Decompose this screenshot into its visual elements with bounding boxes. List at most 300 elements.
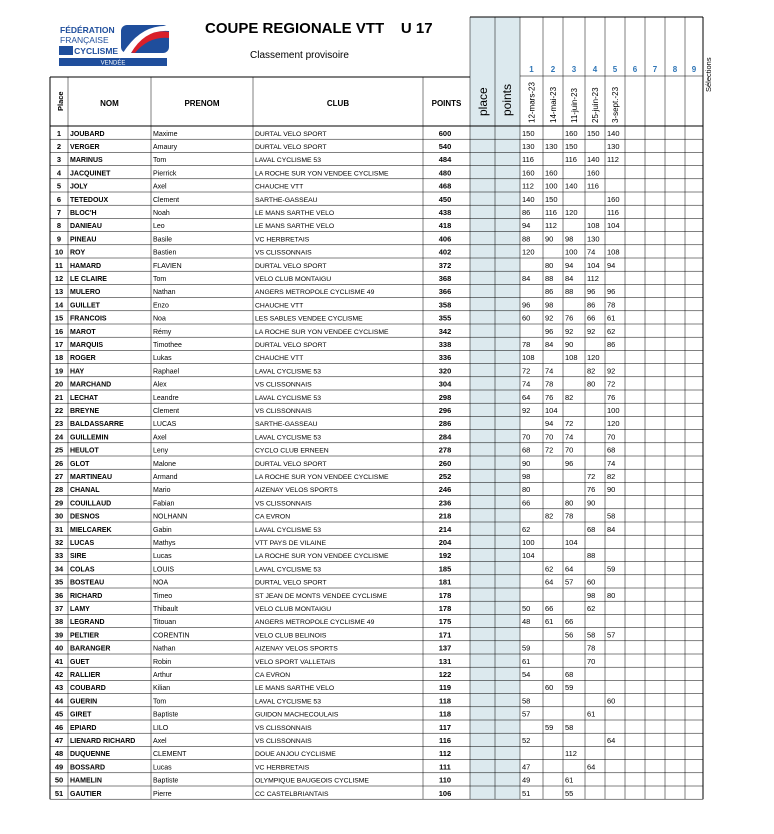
race-points-cell: 104 [607, 221, 620, 231]
points-cell: 116 [438, 736, 452, 745]
race-points-cell: 80 [607, 590, 616, 600]
prenom-cell: NOLHANN [153, 513, 188, 521]
points-cell: 336 [438, 353, 452, 363]
nom-cell: RALLIER [70, 672, 101, 679]
race-points-cell: 66 [565, 617, 574, 627]
prenom-cell: Nathan [153, 289, 176, 297]
race-points-cell: 90 [522, 458, 531, 468]
prenom-cell: Mario [153, 487, 171, 495]
page-title: COUPE REGIONALE VTT U 17 [205, 20, 433, 37]
race-points-cell: 108 [587, 221, 600, 231]
race-points-cell: 72 [545, 445, 554, 455]
club-cell: VS CLISSONNAIS [255, 381, 312, 389]
prenom-cell: Lukas [153, 355, 172, 363]
race-points-cell: 68 [522, 445, 531, 455]
points-cell: 484 [438, 155, 452, 165]
logo-line2: FRANÇAISE [60, 35, 109, 45]
race-number: 6 [632, 65, 638, 74]
nom-cell: GUILLET [70, 302, 100, 310]
race-points-cell: 78 [545, 379, 554, 389]
race-points-cell: 82 [587, 366, 596, 376]
race-points-cell: 96 [587, 287, 596, 297]
race-points-cell: 78 [565, 511, 574, 521]
rank-cell: 25 [54, 445, 64, 455]
points-cell: 480 [438, 168, 452, 178]
prenom-cell: Lucas [153, 553, 172, 561]
race-points-cell: 86 [607, 340, 616, 349]
club-cell: VELO CLUB BELINOIS [255, 632, 327, 640]
race-points-cell: 62 [587, 604, 596, 613]
points-cell: 214 [438, 524, 452, 534]
points-cell: 286 [438, 419, 452, 429]
race-points-cell: 74 [607, 458, 616, 468]
race-points-cell: 112 [565, 749, 577, 759]
points-cell: 450 [438, 194, 452, 204]
race-points-cell: 140 [607, 128, 620, 138]
club-cell: VELO SPORT VALLETAIS [255, 658, 336, 666]
points-cell: 358 [438, 300, 452, 310]
logo-line1: FÉDÉRATION [60, 25, 115, 35]
club-cell: DURTAL VELO SPORT [255, 342, 327, 349]
race-points-cell: 120 [565, 208, 578, 217]
race-points-cell: 90 [545, 234, 554, 244]
prenom-cell: CLEMENT [153, 751, 187, 759]
points-cell: 338 [438, 340, 452, 349]
race-points-cell: 58 [522, 696, 531, 706]
race-points-cell: 130 [607, 142, 620, 151]
race-points-cell: 84 [545, 340, 554, 349]
race-points-cell: 78 [522, 340, 531, 349]
race-points-cell: 140 [565, 181, 578, 191]
club-cell: VC HERBRETAIS [255, 236, 310, 244]
race-points-cell: 60 [607, 696, 616, 706]
club-cell: CHAUCHE VTT [255, 183, 304, 191]
rank-cell: 22 [54, 406, 64, 415]
points-cell: 185 [438, 564, 452, 574]
rank-cell: 5 [56, 181, 62, 191]
nom-cell: EPIARD [70, 724, 97, 732]
rank-cell: 17 [54, 340, 64, 349]
club-cell: DURTAL VELO SPORT [255, 460, 327, 468]
rank-cell: 13 [54, 287, 64, 297]
column-header-selections: Sélections [704, 57, 713, 92]
nom-cell: HAMELIN [70, 777, 102, 785]
race-points-cell: 104 [545, 406, 558, 415]
nom-cell: BOSTEAU [70, 579, 105, 587]
race-points-cell: 82 [565, 392, 574, 402]
logo-line3: DE CYCLISME [60, 46, 119, 56]
club-cell: VS CLISSONNAIS [255, 500, 312, 508]
nom-cell: GUET [70, 658, 90, 666]
race-points-cell: 92 [522, 406, 531, 415]
prenom-cell: Leny [153, 447, 169, 455]
race-points-cell: 94 [565, 260, 574, 270]
rank-cell: 27 [54, 472, 64, 481]
prenom-cell: Titouan [153, 619, 177, 627]
rank-cell: 12 [54, 274, 64, 283]
race-points-cell: 76 [587, 485, 596, 495]
race-number: 7 [652, 65, 658, 74]
race-number: 8 [672, 65, 678, 74]
race-points-cell: 90 [565, 340, 574, 349]
rank-cell: 4 [56, 168, 62, 178]
points-cell: 218 [438, 511, 452, 521]
club-cell: LA ROCHE SUR YON VENDEE CYCLISME [255, 553, 389, 561]
column-header-club: CLUB [326, 99, 350, 108]
race-points-cell: 92 [565, 326, 574, 336]
nom-cell: JACQUINET [70, 170, 111, 178]
nom-cell: LAMY [70, 606, 90, 613]
nom-cell: JOUBARD [70, 130, 105, 138]
race-points-cell: 88 [565, 287, 574, 297]
rank-cell: 46 [54, 722, 64, 732]
race-points-cell: 116 [587, 181, 599, 191]
nom-cell: FRANCOIS [70, 315, 107, 323]
rank-cell: 50 [54, 775, 64, 785]
rank-cell: 6 [56, 194, 62, 204]
race-points-cell: 70 [587, 656, 596, 666]
nom-cell: GLOT [70, 460, 90, 468]
prenom-cell: Tom [153, 698, 167, 706]
club-cell: LE MANS SARTHE VELO [255, 685, 335, 693]
race-points-cell: 112 [545, 221, 557, 231]
race-points-cell: 76 [545, 392, 554, 402]
prenom-cell: LOUIS [153, 566, 175, 574]
race-points-cell: 60 [545, 683, 554, 693]
rank-cell: 16 [54, 326, 64, 336]
nom-cell: JOLY [70, 183, 88, 191]
race-points-cell: 90 [607, 485, 616, 495]
nom-cell: BREYNE [70, 408, 100, 415]
nom-cell: GAUTIER [70, 790, 102, 798]
club-cell: CYCLO CLUB ERNEEN [255, 447, 329, 455]
prenom-cell: Noah [153, 210, 170, 217]
race-date: 12-mars-23 [527, 82, 537, 123]
prenom-cell: Malone [153, 460, 176, 468]
race-points-cell: 160 [607, 194, 620, 204]
prenom-cell: Clement [153, 408, 180, 415]
club-cell: AIZENAY VELOS SPORTS [255, 645, 338, 653]
nom-cell: TETEDOUX [70, 196, 109, 204]
nom-cell: BALDASSARRE [70, 421, 124, 429]
nom-cell: HAY [70, 368, 85, 376]
race-points-cell: 140 [522, 194, 535, 204]
rank-cell: 10 [54, 247, 64, 257]
club-cell: DURTAL VELO SPORT [255, 262, 327, 270]
prenom-cell: CORENTIN [153, 632, 190, 640]
race-number: 3 [571, 65, 577, 74]
race-points-cell: 120 [587, 353, 600, 363]
prenom-cell: Axel [153, 183, 167, 191]
points-cell: 402 [438, 247, 452, 257]
race-points-cell: 98 [545, 300, 554, 310]
points-cell: 118 [438, 696, 452, 706]
race-points-cell: 108 [565, 353, 578, 363]
race-points-cell: 76 [565, 313, 574, 323]
race-points-cell: 70 [522, 432, 531, 442]
race-points-cell: 112 [522, 181, 534, 191]
race-number: 1 [529, 65, 534, 74]
points-cell: 406 [438, 234, 452, 244]
race-points-cell: 100 [545, 181, 558, 191]
race-points-cell: 116 [565, 155, 577, 165]
points-cell: 137 [438, 643, 452, 653]
rank-cell: 38 [54, 617, 64, 627]
race-points-cell: 130 [587, 234, 600, 244]
prenom-cell: Robin [153, 658, 172, 666]
race-points-cell: 104 [587, 260, 600, 270]
points-cell: 236 [438, 498, 452, 508]
points-cell: 122 [438, 670, 452, 679]
nom-cell: LE CLAIRE [70, 276, 107, 283]
nom-cell: ROGER [70, 355, 96, 363]
points-cell: 540 [438, 142, 452, 151]
club-cell: CC CASTELBRIANTAIS [255, 790, 329, 798]
club-cell: SARTHE-GASSEAU [255, 196, 318, 204]
race-points-cell: 61 [607, 313, 616, 323]
points-cell: 298 [438, 392, 452, 402]
club-cell: VTT PAYS DE VILAINE [255, 540, 327, 547]
nom-cell: LUCAS [70, 540, 95, 547]
nom-cell: MARTINEAU [70, 474, 112, 481]
points-cell: 178 [438, 590, 452, 600]
race-points-cell: 68 [607, 445, 616, 455]
rank-cell: 29 [54, 498, 64, 508]
rank-cell: 43 [54, 683, 64, 693]
points-cell: 131 [438, 656, 452, 666]
race-points-cell: 74 [522, 379, 531, 389]
points-cell: 192 [438, 551, 452, 561]
points-cell: 252 [438, 472, 452, 481]
prenom-cell: Kilian [153, 685, 171, 693]
rank-cell: 18 [54, 353, 64, 363]
race-points-cell: 64 [607, 736, 616, 745]
race-points-cell: 72 [565, 419, 574, 429]
race-points-cell: 48 [522, 617, 531, 627]
prenom-cell: Tom [153, 276, 167, 283]
rank-cell: 45 [54, 709, 64, 719]
race-points-cell: 116 [522, 155, 534, 165]
nom-cell: PINEAU [70, 236, 97, 244]
column-header-place: Place [56, 91, 65, 111]
race-points-cell: 68 [587, 524, 596, 534]
race-points-cell: 70 [565, 445, 574, 455]
prenom-cell: Maxime [153, 130, 178, 138]
race-points-cell: 57 [522, 709, 531, 719]
points-cell: 106 [438, 788, 452, 798]
race-points-cell: 64 [587, 762, 596, 772]
points-cell: 204 [438, 538, 452, 547]
club-cell: LA ROCHE SUR YON VENDEE CYCLISME [255, 170, 389, 178]
club-cell: LE MANS SARTHE VELO [255, 223, 335, 231]
race-points-cell: 66 [545, 604, 554, 613]
points-cell: 368 [438, 274, 452, 283]
club-cell: CHAUCHE VTT [255, 355, 304, 363]
prenom-cell: Raphael [153, 368, 180, 376]
club-cell: LAVAL CYCLISME 53 [255, 566, 321, 574]
club-cell: GUIDON MACHECOULAIS [255, 711, 339, 719]
club-cell: VELO CLUB MONTAIGU [255, 276, 332, 283]
prenom-cell: Baptiste [153, 777, 179, 785]
race-points-cell: 78 [587, 643, 596, 653]
prenom-cell: Alex [153, 381, 167, 389]
race-points-cell: 61 [522, 656, 531, 666]
club-cell: OLYMPIQUE BAUGEOIS CYCLISME [255, 777, 369, 785]
nom-cell: COUILLAUD [70, 500, 112, 508]
points-cell: 372 [438, 260, 452, 270]
race-points-cell: 100 [607, 406, 620, 415]
prenom-cell: Axel [153, 738, 167, 745]
prenom-cell: Basile [153, 236, 173, 244]
rank-cell: 44 [54, 696, 64, 706]
nom-cell: LIENARD RICHARD [70, 738, 136, 745]
nom-cell: HEULOT [70, 447, 99, 455]
nom-cell: LEGRAND [70, 619, 105, 627]
race-points-cell: 88 [545, 274, 554, 283]
club-cell: AIZENAY VELOS SPORTS [255, 487, 338, 495]
race-points-cell: 94 [545, 419, 554, 429]
race-points-cell: 50 [522, 604, 531, 613]
rank-cell: 28 [54, 485, 64, 495]
points-cell: 304 [438, 379, 452, 389]
race-points-cell: 100 [522, 538, 535, 547]
race-points-cell: 78 [607, 300, 616, 310]
points-cell: 284 [438, 432, 452, 442]
race-points-cell: 150 [545, 194, 558, 204]
club-cell: LES SABLES VENDEE CYCLISME [255, 315, 363, 323]
race-points-cell: 49 [522, 775, 531, 785]
prenom-cell: Nathan [153, 645, 176, 653]
club-cell: VS CLISSONNAIS [255, 408, 312, 415]
race-points-cell: 52 [522, 736, 531, 745]
race-points-cell: 150 [565, 142, 578, 151]
points-cell: 342 [438, 326, 452, 336]
points-cell: 178 [438, 604, 452, 613]
prenom-cell: Baptiste [153, 711, 179, 719]
race-points-cell: 96 [522, 300, 531, 310]
race-points-cell: 61 [565, 775, 574, 785]
race-points-cell: 70 [607, 432, 616, 442]
page-subtitle: Classement provisoire [250, 50, 349, 61]
nom-cell: COLAS [70, 566, 95, 574]
race-points-cell: 66 [587, 313, 596, 323]
points-cell: 111 [439, 762, 451, 772]
club-cell: VS CLISSONNAIS [255, 738, 312, 745]
rank-cell: 19 [54, 366, 64, 376]
prenom-cell: Pierre [153, 790, 172, 798]
rank-cell: 14 [54, 300, 64, 310]
points-cell: 418 [438, 221, 452, 231]
race-points-cell: 88 [587, 551, 596, 561]
rank-cell: 31 [54, 524, 64, 534]
prenom-cell: Bastien [153, 249, 177, 257]
race-points-cell: 80 [545, 260, 554, 270]
club-cell: LAVAL CYCLISME 53 [255, 394, 321, 402]
prenom-cell: Clement [153, 196, 180, 204]
race-points-cell: 120 [607, 419, 620, 429]
race-number: 9 [691, 65, 697, 74]
club-cell: LAVAL CYCLISME 53 [255, 157, 321, 165]
rank-cell: 37 [54, 604, 64, 613]
points-cell: 320 [438, 366, 452, 376]
race-points-cell: 140 [587, 155, 600, 165]
race-points-cell: 104 [565, 538, 578, 547]
club-cell: ST JEAN DE MONTS VENDEE CYCLISME [255, 592, 388, 600]
race-points-cell: 62 [545, 564, 554, 574]
points-cell: 171 [438, 630, 452, 640]
race-points-cell: 64 [565, 564, 574, 574]
rank-cell: 23 [54, 419, 64, 429]
rank-cell: 1 [56, 128, 62, 138]
race-points-cell: 70 [545, 432, 554, 442]
rank-cell: 20 [54, 379, 64, 389]
race-points-cell: 108 [522, 353, 535, 363]
club-cell: LAVAL CYCLISME 53 [255, 698, 321, 706]
points-cell: 175 [438, 617, 452, 627]
race-date: 3-sept.-23 [611, 86, 620, 123]
nom-cell: MAROT [70, 328, 96, 336]
club-cell: VS CLISSONNAIS [255, 249, 312, 257]
nom-cell: BOSSARD [70, 764, 106, 772]
race-points-cell: 98 [522, 472, 531, 481]
race-points-cell: 86 [522, 208, 531, 217]
race-points-cell: 112 [607, 155, 619, 165]
nom-cell: GUILLEMIN [70, 434, 109, 442]
race-points-cell: 80 [522, 485, 531, 495]
nom-cell: BLOC'H [70, 210, 97, 217]
club-cell: CA EVRON [255, 513, 291, 521]
rank-cell: 34 [54, 564, 64, 574]
column-header-prenom: PRENOM [184, 99, 220, 108]
prenom-cell: Pierrick [153, 170, 177, 178]
club-cell: DURTAL VELO SPORT [255, 130, 327, 138]
rank-cell: 33 [54, 551, 64, 561]
rank-cell: 15 [54, 313, 64, 323]
rank-cell: 42 [54, 670, 64, 679]
race-points-cell: 60 [522, 313, 531, 323]
race-points-cell: 92 [545, 313, 554, 323]
club-cell: VELO CLUB MONTAIGU [255, 606, 332, 613]
race-points-cell: 59 [545, 722, 554, 732]
race-points-cell: 68 [565, 670, 574, 679]
race-points-cell: 76 [607, 392, 616, 402]
points-cell: 112 [438, 749, 452, 759]
column-header-points: POINTS [431, 99, 462, 108]
race-points-cell: 92 [607, 366, 616, 376]
race-points-cell: 64 [522, 392, 531, 402]
club-cell: DOUE ANJOU CYCLISME [255, 751, 336, 759]
club-cell: DURTAL VELO SPORT [255, 579, 327, 587]
race-points-cell: 104 [522, 551, 535, 561]
points-cell: 260 [438, 458, 452, 468]
race-number: 4 [592, 65, 598, 74]
points-cell: 278 [438, 445, 452, 455]
race-points-cell: 72 [587, 472, 596, 481]
points-cell: 355 [438, 313, 452, 323]
prenom-cell: Arthur [153, 672, 173, 679]
rank-cell: 7 [56, 208, 62, 217]
race-points-cell: 62 [607, 326, 616, 336]
race-points-cell: 98 [565, 234, 574, 244]
nom-cell: DUQUENNE [70, 751, 111, 759]
race-points-cell: 82 [545, 511, 554, 521]
points-cell: 117 [438, 722, 452, 732]
points-cell: 110 [438, 775, 452, 785]
points-cell: 366 [438, 287, 452, 297]
rank-cell: 47 [54, 736, 64, 745]
nom-cell: BARANGER [70, 645, 111, 653]
club-cell: LA ROCHE SUR YON VENDEE CYCLISME [255, 474, 389, 481]
